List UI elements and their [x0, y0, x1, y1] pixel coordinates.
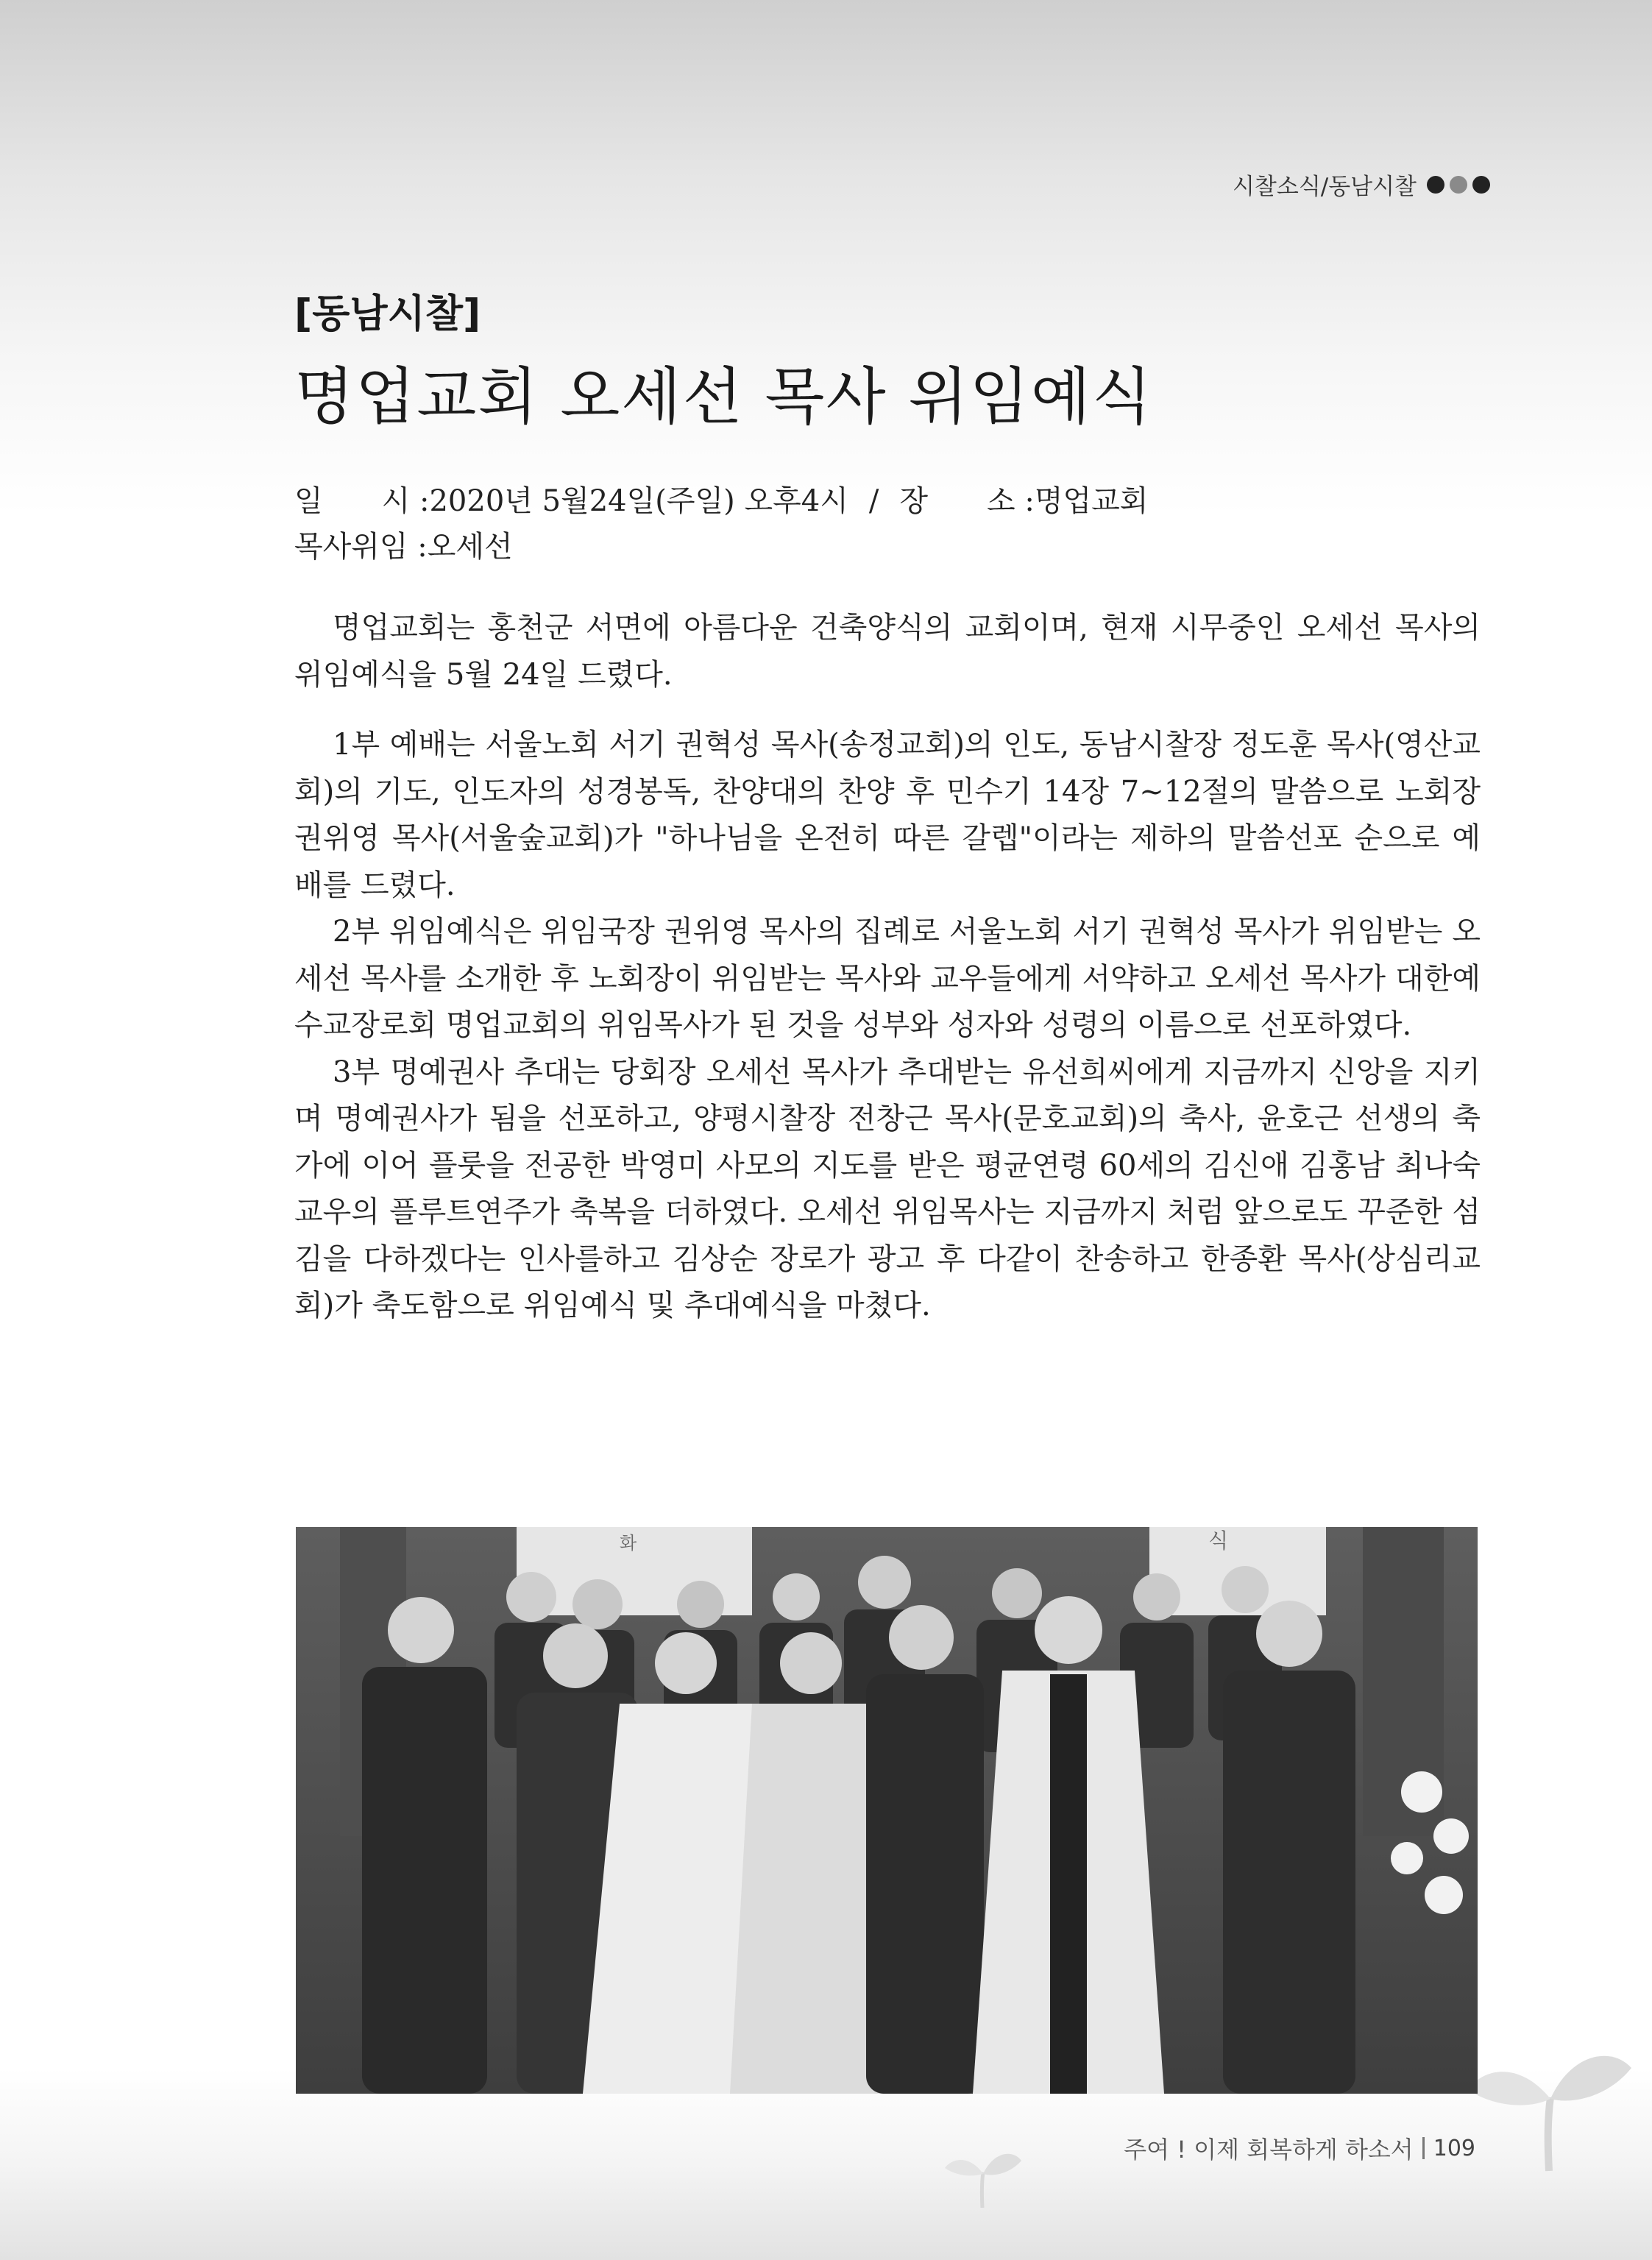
article-title: 명업교회 오세선 목사 위임예식 [294, 361, 1153, 433]
footer-tagline: 주여 ! 이제 회복하게 하소서 [1124, 2136, 1414, 2164]
sprout-decoration-icon [1461, 2016, 1637, 2178]
place-value: 명업교회 [1034, 484, 1149, 518]
paragraph-intro: 명업교회는 홍천군 서면에 아름다운 건축양식의 교회이며, 현재 시무중인 오세선 목사의 위임예식을 5월 24일 드렸다. [294, 611, 1481, 692]
place-label: 장 소 : [899, 484, 1035, 518]
group-photo-illustration [296, 1527, 1478, 2094]
date-label: 일 시 : [294, 484, 430, 518]
article-kicker: [동남시찰] [294, 291, 481, 336]
dot-1 [1427, 176, 1444, 194]
top-background-wash [0, 0, 1652, 515]
banner-text-left: 화 [620, 1533, 637, 1554]
info-row-date-place [294, 478, 1148, 524]
paragraph-part1: 1부 예배는 서울노회 서기 권혁성 목사(송정교회)의 인도, 동남시찰장 정도훈 목사(영산교회)의 기도, 인도자의 성경봉독, 찬양대의 찬양 후 민수기 14장 7~12절의 말씀으로 노회장 권위영 목사(서울숲교회)가 "하나님을 온전히 따른 갈렙"이라는 제하의 말씀선포 순으로 예배를 드렸다. [294, 728, 1481, 902]
small-sprout-icon [942, 2134, 1023, 2208]
section-label: 시찰소식/동남시찰 [1232, 174, 1417, 200]
footer-divider [1422, 2137, 1425, 2159]
event-info [294, 478, 1148, 570]
pastor-value: 오세선 [427, 530, 513, 564]
page-number: 109 [1433, 2135, 1475, 2161]
paragraph-part2: 2부 위임예식은 위임국장 권위영 목사의 집례로 서울노회 서기 권혁성 목사가 위임받는 오세선 목사를 소개한 후 노회장이 위임받는 목사와 교우들에게 서약하고 오세선 목사가 대한예수교장로회 명업교회의 위임목사가 된 것을 성부와 성자와 성령의 이름으로 선포하였다. [294, 915, 1481, 1042]
dot-3 [1472, 176, 1490, 194]
page-footer [1124, 2131, 1475, 2165]
section-header [1233, 168, 1490, 201]
pastor-label: 목사위임 : [294, 530, 428, 564]
date-value: 2020년 5월24일(주일) 오후4시 [429, 484, 848, 518]
dot-2 [1450, 176, 1467, 194]
article-body [294, 605, 1481, 1330]
group-photo [296, 1527, 1478, 2094]
banner-text-right: 식 [1208, 1528, 1229, 1553]
section-dots [1427, 176, 1490, 194]
paragraph-part3: 3부 명예권사 추대는 당회장 오세선 목사가 추대받는 유선희씨에게 지금까지 신앙을 지키며 명예권사가 됨을 선포하고, 양평시찰장 전창근 목사(문호교회)의 축사, 윤호근 선생의 축가에 이어 플룻을 전공한 박영미 사모의 지도를 받은 평균연령 60세의 김신애 김홍남 최나숙 교우의 플루트연주가 축복을 더하였다. 오세선 위임목사는 지금까지 처럼 앞으로도 꾸준한 섬김을 다하겠다는 인사를하고 김상순 장로가 광고 후 다같이 찬송하고 한종환 목사(상심리교회)가 축도함으로 위임예식 및 추대예식을 마쳤다. [294, 1055, 1481, 1322]
info-separator: / [868, 484, 879, 518]
info-row-pastor [294, 524, 1148, 570]
